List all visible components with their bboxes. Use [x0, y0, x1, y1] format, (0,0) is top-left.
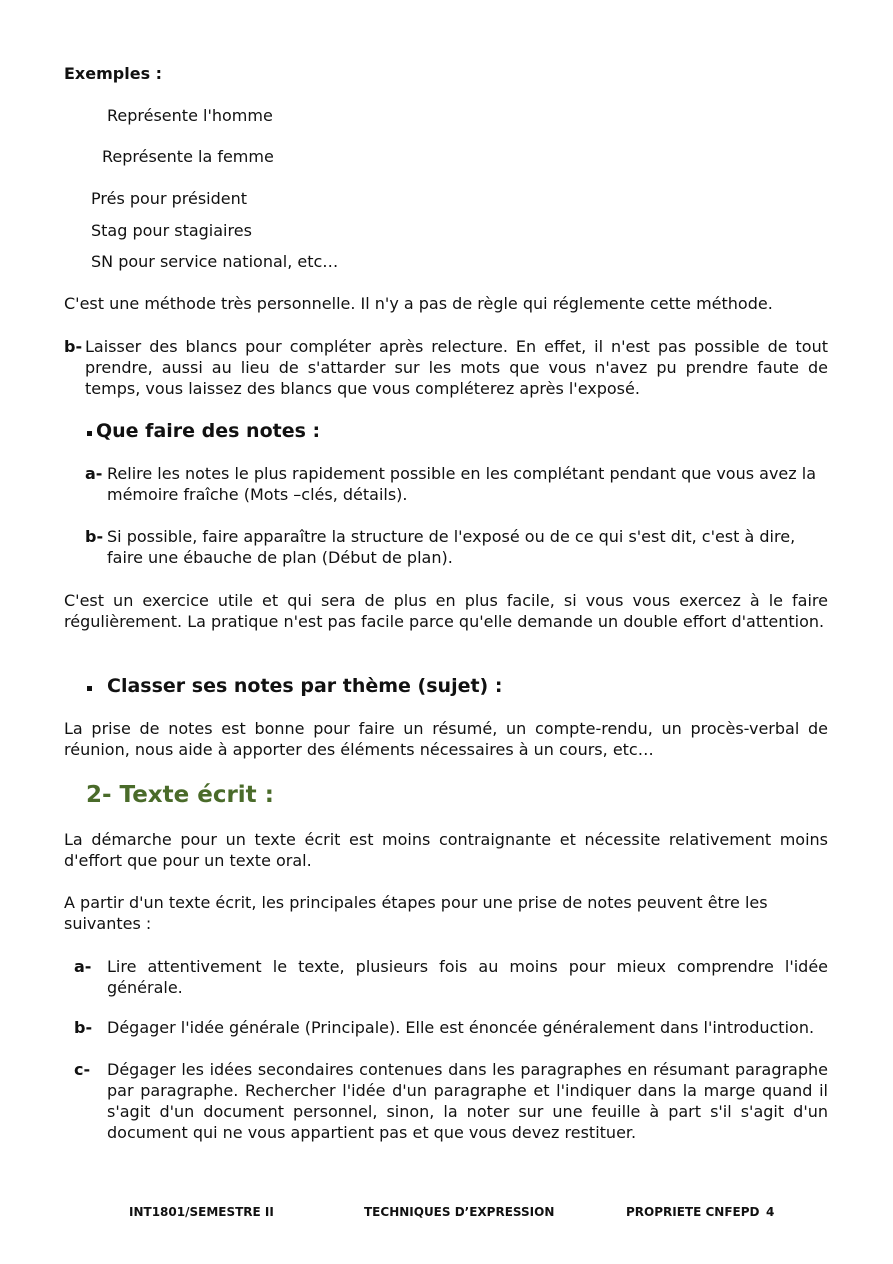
list-marker: a-: [85, 464, 103, 483]
example-line: SN pour service national, etc…: [91, 252, 339, 271]
square-bullet-icon: [87, 686, 92, 691]
footer-subject: TECHNIQUES D’EXPRESSION: [364, 1205, 555, 1219]
list-marker: b-: [64, 337, 83, 356]
footer-course: INT1801/SEMESTRE II: [129, 1205, 274, 1219]
examples-heading: Exemples :: [64, 64, 163, 83]
paragraph: La démarche pour un texte écrit est moins contraignante et nécessite relativement moins d'effort que pour un texte oral.: [64, 830, 828, 870]
list-marker: b-: [85, 527, 104, 546]
section-heading: Que faire des notes :: [96, 420, 321, 442]
list-item: Lire attentivement le texte, plusieurs fois au moins pour mieux comprendre l'idée générale.: [107, 957, 828, 997]
square-bullet-icon: [87, 431, 92, 436]
example-line: Prés pour président: [91, 189, 248, 208]
example-line: Représente l'homme: [107, 106, 273, 125]
paragraph: A partir d'un texte écrit, les principales étapes pour une prise de notes peuvent être les suivantes :: [64, 893, 768, 933]
list-item: Si possible, faire apparaître la structure de l'exposé ou de ce qui s'est dit, c'est à dire, faire une ébauche de plan (Début de plan).: [107, 527, 796, 567]
section-title: 2- Texte écrit :: [86, 782, 274, 808]
page-number: 4: [766, 1205, 775, 1219]
method-note: C'est une méthode très personnelle. Il n'y a pas de règle qui réglemente cette méthode.: [64, 294, 773, 313]
paragraph: La prise de notes est bonne pour faire un résumé, un compte-rendu, un procès-verbal de réunion, nous aide à apporter des éléments nécessaires à un cours, etc…: [64, 719, 828, 759]
example-line: Stag pour stagiaires: [91, 221, 252, 240]
list-item: Dégager les idées secondaires contenues dans les paragraphes en résumant paragraphe par paragraphe. Rechercher l'idée d'un paragraphe et l'indiquer dans la marge quand il s'agit d'un document personnel, sinon, la noter sur une feuille à part s'il s'agit d'un document qui ne vous appartient pas et que vous devez restituer.: [107, 1060, 828, 1142]
list-marker: b-: [74, 1018, 93, 1037]
list-marker: c-: [74, 1060, 91, 1079]
list-item: Relire les notes le plus rapidement possible en les complétant pendant que vous avez la mémoire fraîche (Mots –clés, détails).: [107, 464, 816, 504]
footer-owner: PROPRIETE CNFEPD: [626, 1205, 760, 1219]
section-heading: Classer ses notes par thème (sujet) :: [107, 675, 503, 697]
paragraph: C'est un exercice utile et qui sera de plus en plus facile, si vous vous exercez à le faire régulièrement. La pratique n'est pas facile parce qu'elle demande un double effort d'attention.: [64, 591, 828, 631]
list-item: Dégager l'idée générale (Principale). Elle est énoncée généralement dans l'introduction.: [107, 1018, 815, 1037]
list-marker: a-: [74, 957, 92, 976]
example-line: Représente la femme: [102, 147, 274, 166]
point-b-text: Laisser des blancs pour compléter après relecture. En effet, il n'est pas possible de tout prendre, aussi au lieu de s'attarder sur les mots que vous n'avez pu prendre faute de temps, vous laissez des blancs que vous compléterez après l'exposé.: [85, 337, 828, 398]
